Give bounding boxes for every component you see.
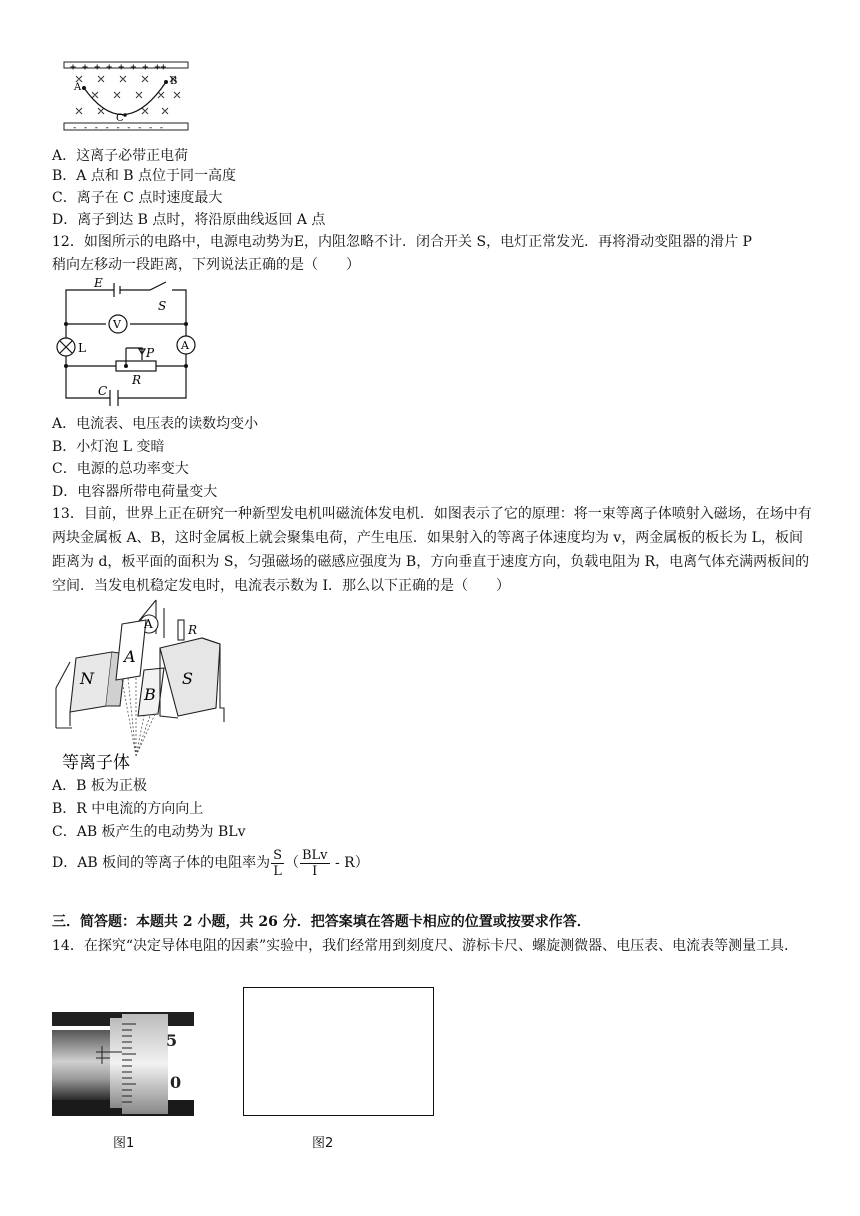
plate-b-label: B bbox=[144, 685, 156, 704]
fraction-blv-over-i: $\frac{\text{BLv}}{I}$ bbox=[301, 847, 328, 879]
micrometer-scale-5: 5 bbox=[166, 1031, 178, 1050]
q12-stem-line1: 12．如图所示的电路中，电源电动势为E，内阻忽略不计．闭合开关 S，电灯正常发光．再将滑动变阻器的滑片 P bbox=[52, 234, 752, 250]
q13-option-a: A．B 板为正极 bbox=[52, 778, 147, 794]
q13-d-prefix: D．AB 板间的等离子体的电阻率为 bbox=[52, 855, 271, 871]
resistor-r-label: R bbox=[188, 623, 198, 637]
q13-option-b: B．R 中电流的方向向上 bbox=[52, 801, 204, 817]
slider-label: P bbox=[146, 346, 155, 360]
ammeter-label: A bbox=[181, 339, 189, 352]
q13-option-c: C．AB 板产生的电动势为 BLv bbox=[52, 824, 246, 840]
capacitor-label: C bbox=[98, 384, 108, 398]
point-b-label: B bbox=[170, 76, 178, 87]
rheostat-label: R bbox=[132, 373, 142, 387]
micrometer-scale-0: 0 bbox=[170, 1073, 182, 1092]
plate-bottom-signs: - - - - - - - - - bbox=[72, 123, 165, 133]
point-a-label: A bbox=[74, 82, 82, 93]
magnet-n-label: N bbox=[80, 669, 94, 688]
plate-a-label: A bbox=[124, 647, 136, 666]
q12-option-c: C．电源的总功率变大 bbox=[52, 461, 189, 477]
figure-1-caption: 图1 bbox=[113, 1136, 135, 1151]
plate-top-signs: + + + + + + + ++ bbox=[70, 62, 167, 73]
q13-d-suffix: - R） bbox=[330, 855, 369, 871]
q11-option-b: B．A 点和 B 点位于同一高度 bbox=[52, 168, 237, 184]
particle-trajectory bbox=[84, 82, 166, 115]
meter-a-label: A bbox=[144, 617, 153, 631]
circuit-diagram bbox=[54, 278, 204, 414]
q12-stem-line2: 稍向左移动一段距离，下列说法正确的是（ ） bbox=[52, 257, 360, 273]
q13-stem: 13．目前，世界上正在研究一种新型发电机叫磁流体发电机．如图表示了它的原理：将一束等离子体喷射入磁场，在场中有两块金属板 A、B，这时金属板上就会聚集电荷，产生电压．如果射入的等离子体速度均为 v，两金属板的板长为 L，板间距离为 d，板平面的面积为 S，匀强磁场的磁感应强度为 B，方向垂直于速度方向，负载电阻为 R，电离气体充满两板间的空间．当发电机稳定发电时，电流表示数为 I．那么以下正确的是（ ） bbox=[52, 506, 812, 594]
particle-field-figure bbox=[62, 60, 192, 136]
q13-option-d bbox=[52, 846, 369, 880]
q12-option-a: A．电流表、电压表的读数均变小 bbox=[52, 416, 259, 432]
mhd-generator-figure bbox=[52, 598, 228, 774]
fraction-s-over-l: $\frac{S}{L}$ bbox=[273, 847, 282, 879]
switch-label: S bbox=[158, 299, 167, 313]
q11-option-d: D．离子到达 B 点时，将沿原曲线返回 A 点 bbox=[52, 212, 326, 228]
q13-d-paren: （ bbox=[284, 855, 299, 871]
figure-2-box bbox=[243, 987, 434, 1116]
plasma-caption: 等离子体 bbox=[62, 753, 130, 773]
q11-option-a: A．这离子必带正电荷 bbox=[52, 148, 189, 164]
micrometer-figure bbox=[52, 1012, 194, 1116]
q12-option-d: D．电容器所带电荷量变大 bbox=[52, 484, 218, 500]
magnet-s-label: S bbox=[182, 669, 193, 688]
lamp-label: L bbox=[78, 341, 86, 355]
q12-option-b: B．小灯泡 L 变暗 bbox=[52, 439, 165, 455]
figure-2-caption: 图2 bbox=[312, 1136, 334, 1151]
q11-option-c: C．离子在 C 点时速度最大 bbox=[52, 190, 223, 206]
emf-label: E bbox=[94, 276, 103, 290]
section3-heading: 三．简答题：本题共 2 小题，共 26 分．把答案填在答题卡相应的位置或按要求作答． bbox=[52, 914, 591, 930]
point-c-label: C bbox=[116, 113, 124, 124]
q14-stem: 14．在探究“决定导体电阻的因素”实验中，我们经常用到刻度尺、游标卡尺、螺旋测微器、电压表、电流表等测量工具． bbox=[52, 938, 799, 954]
voltmeter-label: V bbox=[113, 318, 121, 331]
